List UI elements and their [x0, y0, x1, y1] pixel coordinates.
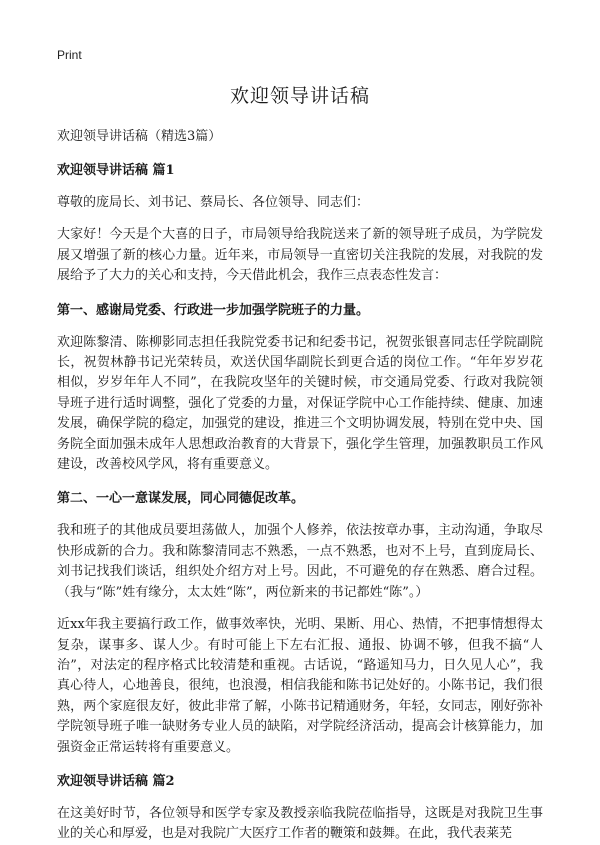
section-heading-2: 欢迎领导讲话稿 篇2 [57, 773, 175, 789]
greeting-paragraph: 尊敬的庞局长、刘书记、蔡局长、各位领导、同志们： [57, 195, 370, 210]
print-link[interactable]: Print [57, 48, 82, 62]
document-subtitle: 欢迎领导讲话稿（精选3篇） [57, 129, 222, 144]
intro-paragraph: 大家好！今天是个大喜的日子，市局领导给我院送来了新的领导班子成员，为学院发展又增强了新的核心力量。近年来，市局领导一直密切关注我院的发展，对我院的发展给予了大力的关心和支持，今天借此机会，我作三点表态性发言： [57, 227, 543, 284]
point-heading-1: 第一、感谢局党委、行政进一步加强学院班子的力量。 [57, 302, 370, 318]
point2-paragraph: 我和班子的其他成员要坦荡做人，加强个人修养，依法按章办事，主动沟通，争取尽快形成新的合力。我和陈黎清同志不熟悉，一点不熟悉，也对不上号，直到庞局长、刘书记找我们谈话，组织处介绍方对上号。因此，不可避免的存在熟悉、磨合过程。（我与“陈”姓有缘分，太太姓“陈”，两位新来的书记都姓“陈”。） [57, 523, 543, 600]
point1-paragraph: 欢迎陈黎清、陈柳影同志担任我院党委书记和纪委书记，祝贺张银喜同志任学院副院长，祝贺林静书记光荣转员，欢送伏国华副院长到更合适的岗位工作。“年年岁岁花相似，岁岁年年人不同”，在我院攻坚年的关键时候，市交通局党委、行政对我院领导班子进行适时调整，强化了党委的力量，对保证学院中心工作能持续、健康、加速发展，确保学院的稳定，加强党的建设，推进三个文明协调发展，特别在党中央、国务院全面加强未成年人思想政治教育的大背景下，强化学生管理，加强教职员工作风建设，改善校风学风，将有重要意义。 [57, 334, 543, 473]
section2-paragraph: 在这美好时节，各位领导和医学专家及教授亲临我院莅临指导，这既是对我院卫生事业的关心和厚爱，也是对我院广大医疗工作者的鞭策和鼓舞。在此，我代表莱芜 [57, 805, 543, 842]
page-title: 欢迎领导讲话稿 [229, 85, 370, 107]
section-heading-1: 欢迎领导讲话稿 篇1 [57, 163, 175, 178]
point2-paragraph-2: 近xx年我主要搞行政工作，做事效率快，光明、果断、用心、热情，不把事情想得太复杂，谋事多、谋人少。有时可能上下左右汇报、通报、协调不够，但我不搞“人治”，对法定的程序格式比较清楚和重视。古话说，“路遥知马力，日久见人心”，我真心待人，心地善良，很纯，也浪漫，相信我能和陈书记处好的。小陈书记，我们很熟，两个家庭很友好，彼此非常了解，小陈书记精通财务，年轻，女同志，刚好弥补学院领导班子唯一缺财务专业人员的缺陷，对学院经济活动，提高会计核算能力，加强资金正常运转将有重要意义。 [57, 617, 543, 755]
point-heading-2: 第二、一心一意谋发展，同心同德促改革。 [57, 491, 305, 507]
